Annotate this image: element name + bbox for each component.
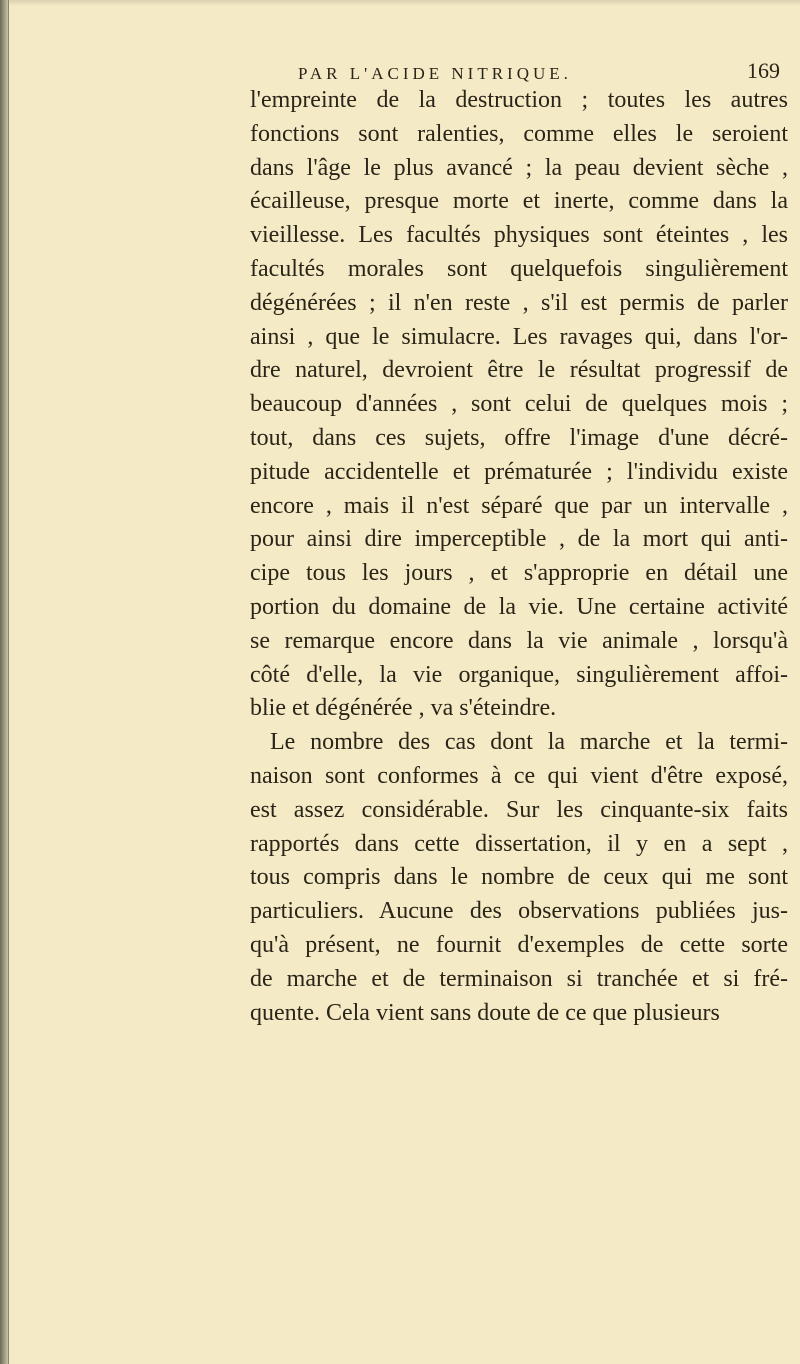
text-line: portion du domaine de la vie. Une certaine activité [250, 593, 788, 620]
text-line: tous compris dans le nombre de ceux qui me sont [250, 864, 788, 891]
running-title: PAR L'ACIDE NITRIQUE. [298, 64, 572, 83]
text-line: se remarque encore dans la vie animale , lorsqu'à [250, 627, 788, 654]
text-line: qu'à présent, ne fournit d'exemples de cette sorte [250, 931, 788, 958]
text-line: encore , mais il n'est séparé que par un intervalle , [250, 492, 788, 519]
text-line: de marche et de terminaison si tranchée et si fré- [250, 965, 788, 992]
text-line: blie et dégénérée , va s'éteindre. [250, 695, 557, 722]
text-line: beaucoup d'années , sont celui de quelques mois ; [250, 391, 788, 418]
text-line: pitude accidentelle et prématurée ; l'individu existe [250, 458, 788, 485]
text-line: dre naturel, devroient être le résultat progressif de [250, 357, 788, 384]
text-line: particuliers. Aucune des observations publiées jus- [250, 898, 788, 925]
text-line: facultés morales sont quelquefois singulièrement [250, 255, 788, 282]
text-line: l'empreinte de la destruction ; toutes les autres [250, 87, 788, 113]
text-line: rapportés dans cette dissertation, il y en a sept , [250, 830, 788, 857]
text-line: cipe tous les jours , et s'approprie en détail une [250, 560, 788, 587]
text-line: écailleuse, presque morte et inerte, comme dans la [250, 188, 788, 215]
page-edge-line [8, 0, 9, 1364]
text-line: fonctions sont ralenties, comme elles le seroient [250, 120, 788, 147]
book-binding-edge [0, 0, 8, 1364]
text-line: naison sont conformes à ce qui vient d'être exposé, [250, 762, 788, 789]
text-line: pour ainsi dire imperceptible , de la mort qui anti- [250, 526, 788, 553]
text-line: vieillesse. Les facultés physiques sont éteintes , les [250, 222, 788, 249]
text-line: tout, dans ces sujets, offre l'image d'une décré- [250, 424, 788, 451]
text-line: dans l'âge le plus avancé ; la peau devient sèche , [250, 154, 788, 181]
page-number: 169 [747, 58, 780, 83]
text-line: dégénérées ; il n'en reste , s'il est permis de parler [250, 289, 788, 316]
text-line: est assez considérable. Sur les cinquante-six faits [250, 796, 788, 823]
text-line: ainsi , que le simulacre. Les ravages qui, dans l'or- [250, 323, 788, 350]
text-line: Le nombre des cas dont la marche et la termi- [270, 729, 788, 756]
page-top-shadow [0, 0, 800, 6]
text-line: côté d'elle, la vie organique, singulièrement affoi- [250, 661, 788, 688]
body-text [250, 84, 788, 1030]
text-line: quente. Cela vient sans doute de ce que plusieurs [250, 999, 720, 1026]
